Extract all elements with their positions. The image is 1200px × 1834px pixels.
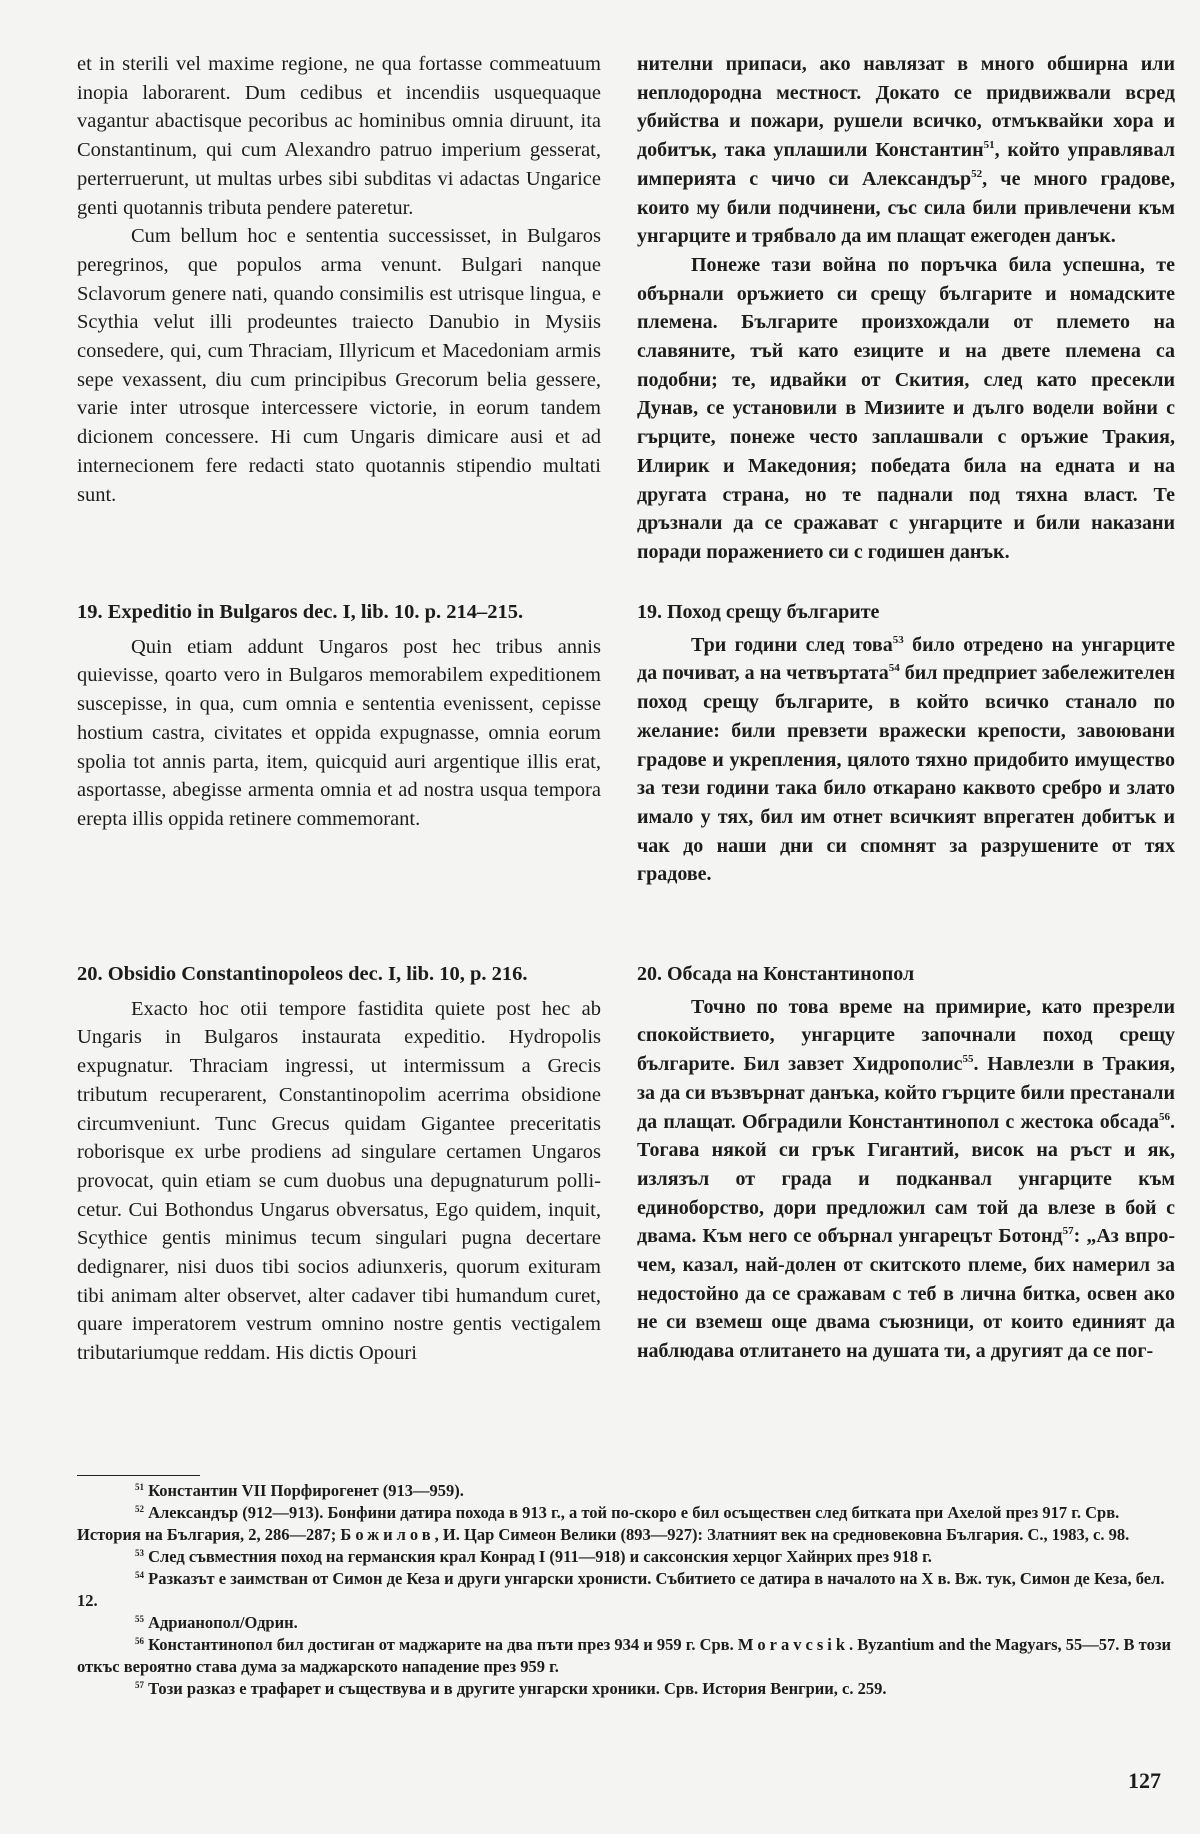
- footnote-text: Адрианопол/Одрин.: [148, 1613, 298, 1632]
- footnote-51: [77, 1480, 1175, 1502]
- footnote-text: Александър (912—913). Бонфини датира похода в 913 г., а той по-скоро е бил осъществен след битката при Ахелой през 917 г. Срв. История на България, 2, 286—287;: [77, 1503, 1120, 1544]
- text-run: , че много градове, които му били подчинени, със сила били привлечени към унгарците и трябвало да им плащат ежегоден данък.: [637, 167, 1175, 248]
- footnote-ref[interactable]: 53: [892, 633, 904, 646]
- footnote-ref[interactable]: 56: [1159, 1110, 1170, 1123]
- footnote-text: Константинопол бил достиган от маджарите на два пъти през 934 и 959 г. Срв.: [148, 1635, 738, 1654]
- footnote-ref[interactable]: 57: [1062, 1225, 1074, 1238]
- footnote-number: 56: [135, 1636, 144, 1646]
- footnote-54: [77, 1568, 1175, 1612]
- footnote-author: Moravcsik: [737, 1635, 849, 1654]
- footnote-ref[interactable]: 55: [962, 1053, 974, 1066]
- footnote-55: [77, 1612, 1175, 1634]
- bulgarian-paragraph: [637, 631, 1175, 889]
- text-run: Три години след това: [691, 633, 893, 656]
- footnote-text: Разказът е заимстван от Симон де Кеза и други унгарски хронисти. Събитието се датира в началото на X в. Вж. тук, Симон де Кеза, бел. 12.: [77, 1569, 1165, 1610]
- footnote-author: Божилов: [340, 1525, 435, 1544]
- text-run: : „Аз впрочем, казал, най-долен от скитското племе, бих намерил за недостойно да се сражавам с теб в лична битка, освен ако не си вземеш още двама съюзници, от които единият да наблюдава отлитането на душата ти, а другият да се пог-: [637, 1225, 1175, 1363]
- bulgarian-paragraph: Понеже тази война по поръчка била успешна, те обърнали оръжието си срещу българите и номадските племена. Българите произхождали от племето на славяните, тъй като езиците и на двете племена са подобни; те, идвайки от Скития, след като пресекли Дунав, се установили в Мизиите и дълго водели войни с гърците, понеже често заплашвали с оръжие Тракия, Илирик и Македония; победата била на едната и на другата страна, но те паднали под тяхна власт. Те дръзнали да се сражават с унгарците и били наказани поради поражението си с годишен данък.: [637, 253, 1175, 563]
- footnote-ref[interactable]: 54: [888, 662, 900, 675]
- text-run: бил предприет забележителен поход срещу българите, в който всичко станало по желание: били превзети вражески крепости, завоювани градове и укрепления, цялото тяхно придобито имущество за тези години така било откарано каквото сребро и злато имало у тях, бил им отнет всичкият впрегатен добитък и чак до наши дни си спомнят за разрушените от тях градове.: [637, 662, 1175, 886]
- footnote-57: [77, 1678, 1175, 1700]
- latin-intro: [77, 50, 601, 509]
- footnote-number: 51: [135, 1482, 144, 1492]
- section-heading: 19. Поход срещу българите: [637, 601, 880, 623]
- footnote-number: 54: [135, 1570, 144, 1580]
- bulgarian-section-19: [637, 598, 1175, 889]
- footnote-ref[interactable]: 52: [971, 167, 983, 180]
- section-heading: 20. Obsidio Constantinopoleos dec. I, lib. 10, p. 216.: [77, 963, 528, 985]
- footnote-text: , И. Цар Симеон Велики (893—927): Златният век на средновековна България. С., 1983, с. 98.: [434, 1525, 1130, 1544]
- latin-paragraph: et in sterili vel maxime regione, ne qua fortasse commeatuum inopia laborarent. Dum cedibus et incendiis usquequaque vagantur abactisque pecoribus ac hominibus omnia diruunt, ita Constantinum, qui cum Alexandro patruo imperium gesserat, perterruerunt, ut multas urbes sibi subditas vi adactas Ungarice genti quotannis tributa pendere pateretur.: [77, 53, 601, 219]
- footnote-52: [77, 1502, 1175, 1546]
- bulgarian-section-20: [637, 960, 1175, 1366]
- latin-section-19: [77, 598, 601, 834]
- text-run: . Тогава някой си грък Гигантий, висок на ръст и як, излязъл от града и подканвал унгарците към единоборство, дори предложил сам той да влезе в бой с двама. Към него се обърнал унгарецът Ботонд: [637, 1110, 1175, 1248]
- text-run: било отредено на унгарците да почиват, а на четвъртата: [637, 633, 1175, 685]
- bulgarian-paragraph: [637, 50, 1175, 251]
- latin-paragraph: Exacto hoc otii tempore fastidita quiete post hec ab Ungaris in Bulgaros instaurata expeditio. Hydropolis expugnatur. Thraciam ingressi, ut intermissum a Grecis tributum recuperarent, Constantinopolim acerrima obsidione circumveniunt. Tunc Grecus quidam Gigantee preceritatis roborisque ex urbe prodiens ad singulare certamen Ungaros provocat, quin etiam se cum duobus una depugnaturum pollicetur. Cui Bothondus Ungarus obversatus, Ego quidem, inquit, Scythice gentis minimus tecum singulari pugna decertare dedignarer, nisi duos tibi socios adiunxeris, quorum exituram tibi animam alter observet, alter cadaver tibi humandum curet, quare imperatorem vestrum omnino nostre gentis vectigalem tributariumque reddam. His dictis Opouri: [77, 997, 601, 1365]
- footnote-text: След съвместния поход на германския крал Конрад I (911—918) и саксонския херцог Хайнрих през 918 г.: [148, 1547, 932, 1566]
- latin-paragraph: Quin etiam addunt Ungaros post hec tribus annis quievisse, qoarto vero in Bulgaros memorabilem expeditionem suscepisse, in qua, cum omnia e sententia evenissent, cepisse hostium castra, civitates et oppida expugnasse, omnia eorum spolia tot annis parta, item, quicquid auri argentique illis erat, asportasse, abegisse armenta omnia et ad nostra usqua tempora erepta illis oppida retinere commemorant.: [77, 635, 601, 830]
- section-heading: 19. Expeditio in Bulgaros dec. I, lib. 10. p. 214–215.: [77, 601, 524, 623]
- latin-paragraph: Cum bellum hoc e sententia successisset, in Bulgaros peregrinos, que populos arma venunt. Bulgari nanque Sclavorum genere nati, quando consimilis est utrisque lingua, e Scythia velut illi prodeuntes traiecto Danubio in Mysiis consedere, qui, cum Thraciam, Illyricum et Macedoniam armis sepe vexassent, diu cum principibus Grecorum belia gessere, varie inter utrosque intercessere victorie, in eorum tandem dicionem concessere. Hi cum Ungaris dimicare ausi et ad internecionem fere redacti stato quotannis stipendio multati sunt.: [77, 225, 601, 506]
- bulgarian-intro: [637, 50, 1175, 567]
- footnote-53: [77, 1546, 1175, 1568]
- footnote-number: 55: [135, 1614, 144, 1624]
- footnote-number: 53: [135, 1548, 144, 1558]
- footnote-number: 57: [135, 1680, 144, 1690]
- footnote-text: . Byzantium and the Magyars, 55—57. В този откъс вероятно става дума за маджарското нападение през 959 г.: [77, 1635, 1171, 1676]
- text-run: нителни припаси, ако навлязат в много обширна или неплодородна местност. Докато се придвижвали всред убийства и пожари, рушели всичко, отмъквайки хора и добитък, така уплашили Константин: [637, 53, 1175, 162]
- footnote-ref[interactable]: 51: [983, 139, 995, 152]
- section-heading: 20. Обсада на Константинопол: [637, 963, 915, 985]
- footnote-number: 52: [135, 1504, 144, 1514]
- text-run: Точно по това време на примирие, като презрели спокойствието, унгарците започнали поход срещу българите. Бил завзет Хидрополис: [637, 995, 1175, 1076]
- footnote-56: [77, 1634, 1175, 1678]
- footnote-text: Константин VII Порфирогенет (913—959).: [148, 1481, 464, 1500]
- bulgarian-paragraph: [637, 993, 1175, 1366]
- text-run: , който управлявал империята с чичо си Александър: [637, 139, 1176, 190]
- footnote-text: Този разказ е трафарет и съществува и в другите унгарски хроники. Срв. История Венгрии, с. 259.: [148, 1679, 887, 1698]
- page-number: 127: [1128, 1768, 1161, 1793]
- footnotes: [77, 1480, 1175, 1700]
- footnote-divider: [77, 1475, 200, 1476]
- latin-section-20: [77, 960, 601, 1368]
- text-run: . Навлезли в Тракия, за да си възвърнат данъка, който гърците били престанали да плащат. Обградили Константинопол с жестока обсада: [637, 1053, 1175, 1133]
